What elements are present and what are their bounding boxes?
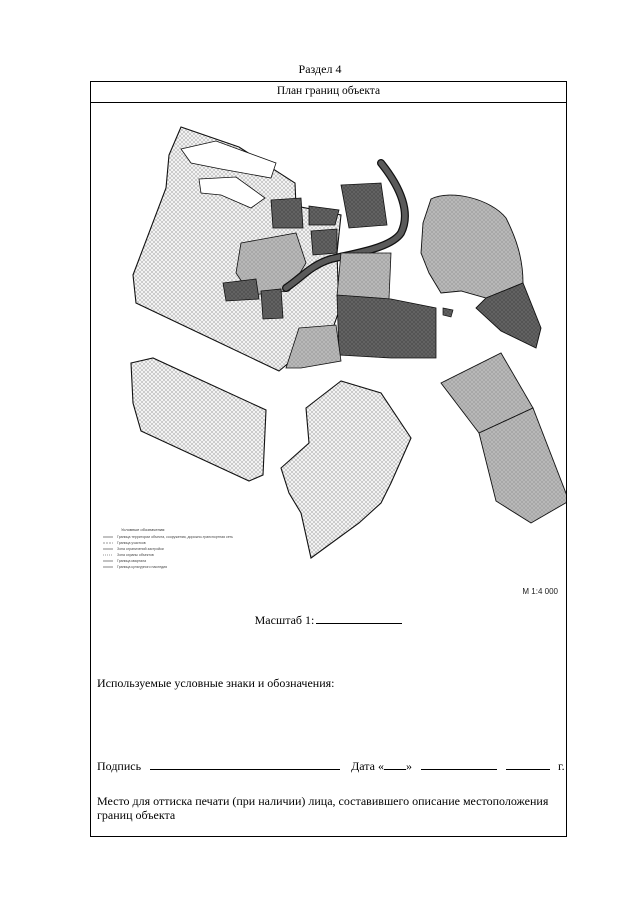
- section-title: Раздел 4: [298, 62, 342, 76]
- date-label: Дата «: [351, 759, 384, 773]
- map-legend-item-4: Зона охраны объектов: [117, 553, 154, 557]
- date-day-blank[interactable]: [384, 759, 406, 770]
- plan-frame: [90, 81, 567, 837]
- map-legend-item-6: Граница культурного наследия: [117, 565, 167, 569]
- signature-blank[interactable]: [150, 759, 340, 770]
- map-legend-item-1: Граница территории объекта, сооружения, дорожно-транспортная сеть: [117, 535, 233, 539]
- map-parcel-sw: [131, 358, 266, 481]
- plan-map: [91, 103, 566, 603]
- date-close: »: [406, 759, 412, 773]
- map-legend: [103, 527, 233, 569]
- stamp-text: Место для оттиска печати (при наличии) лица, составившего описание местоположения границ объекта: [97, 794, 549, 822]
- date-month-blank[interactable]: [421, 759, 497, 770]
- map-legend-item-2: Граница участков: [117, 541, 146, 545]
- map-parcel-center-dark-3: [341, 183, 387, 228]
- map-parcel-south-light: [337, 253, 391, 299]
- map-parcel-center-dark-2: [309, 206, 339, 225]
- map-parcel-south-dark: [337, 295, 436, 358]
- map-parcel-center-dark-6: [311, 229, 337, 255]
- legend-heading: Используемые условные знаки и обозначения:: [97, 676, 335, 690]
- map-legend-title: Условные обозначения:: [121, 527, 166, 532]
- scale-label: Масштаб 1:: [254, 613, 315, 627]
- map-parcel-center-dark-4: [223, 279, 259, 301]
- year-suffix: г.: [558, 759, 565, 773]
- map-legend-item-3: Зона ограничений застройки: [117, 547, 164, 551]
- plan-map-drawing: [91, 103, 566, 603]
- scale-blank[interactable]: [316, 613, 402, 624]
- date-year-blank[interactable]: [506, 759, 550, 770]
- map-parcel-east-med: [421, 195, 523, 298]
- map-parcel-center-dark-5: [261, 289, 283, 319]
- map-parcel-east-small: [443, 308, 453, 317]
- scale-line: [91, 613, 566, 628]
- signature-row: [97, 759, 565, 774]
- map-parcel-center-dark-1: [271, 198, 303, 228]
- signature-label: Подпись: [97, 759, 142, 773]
- map-legend-item-5: Граница квартала: [117, 559, 147, 563]
- map-scale-badge: М 1:4 000: [522, 587, 558, 596]
- map-parcel-blob: [281, 381, 411, 558]
- plan-header: План границ объекта: [91, 82, 566, 103]
